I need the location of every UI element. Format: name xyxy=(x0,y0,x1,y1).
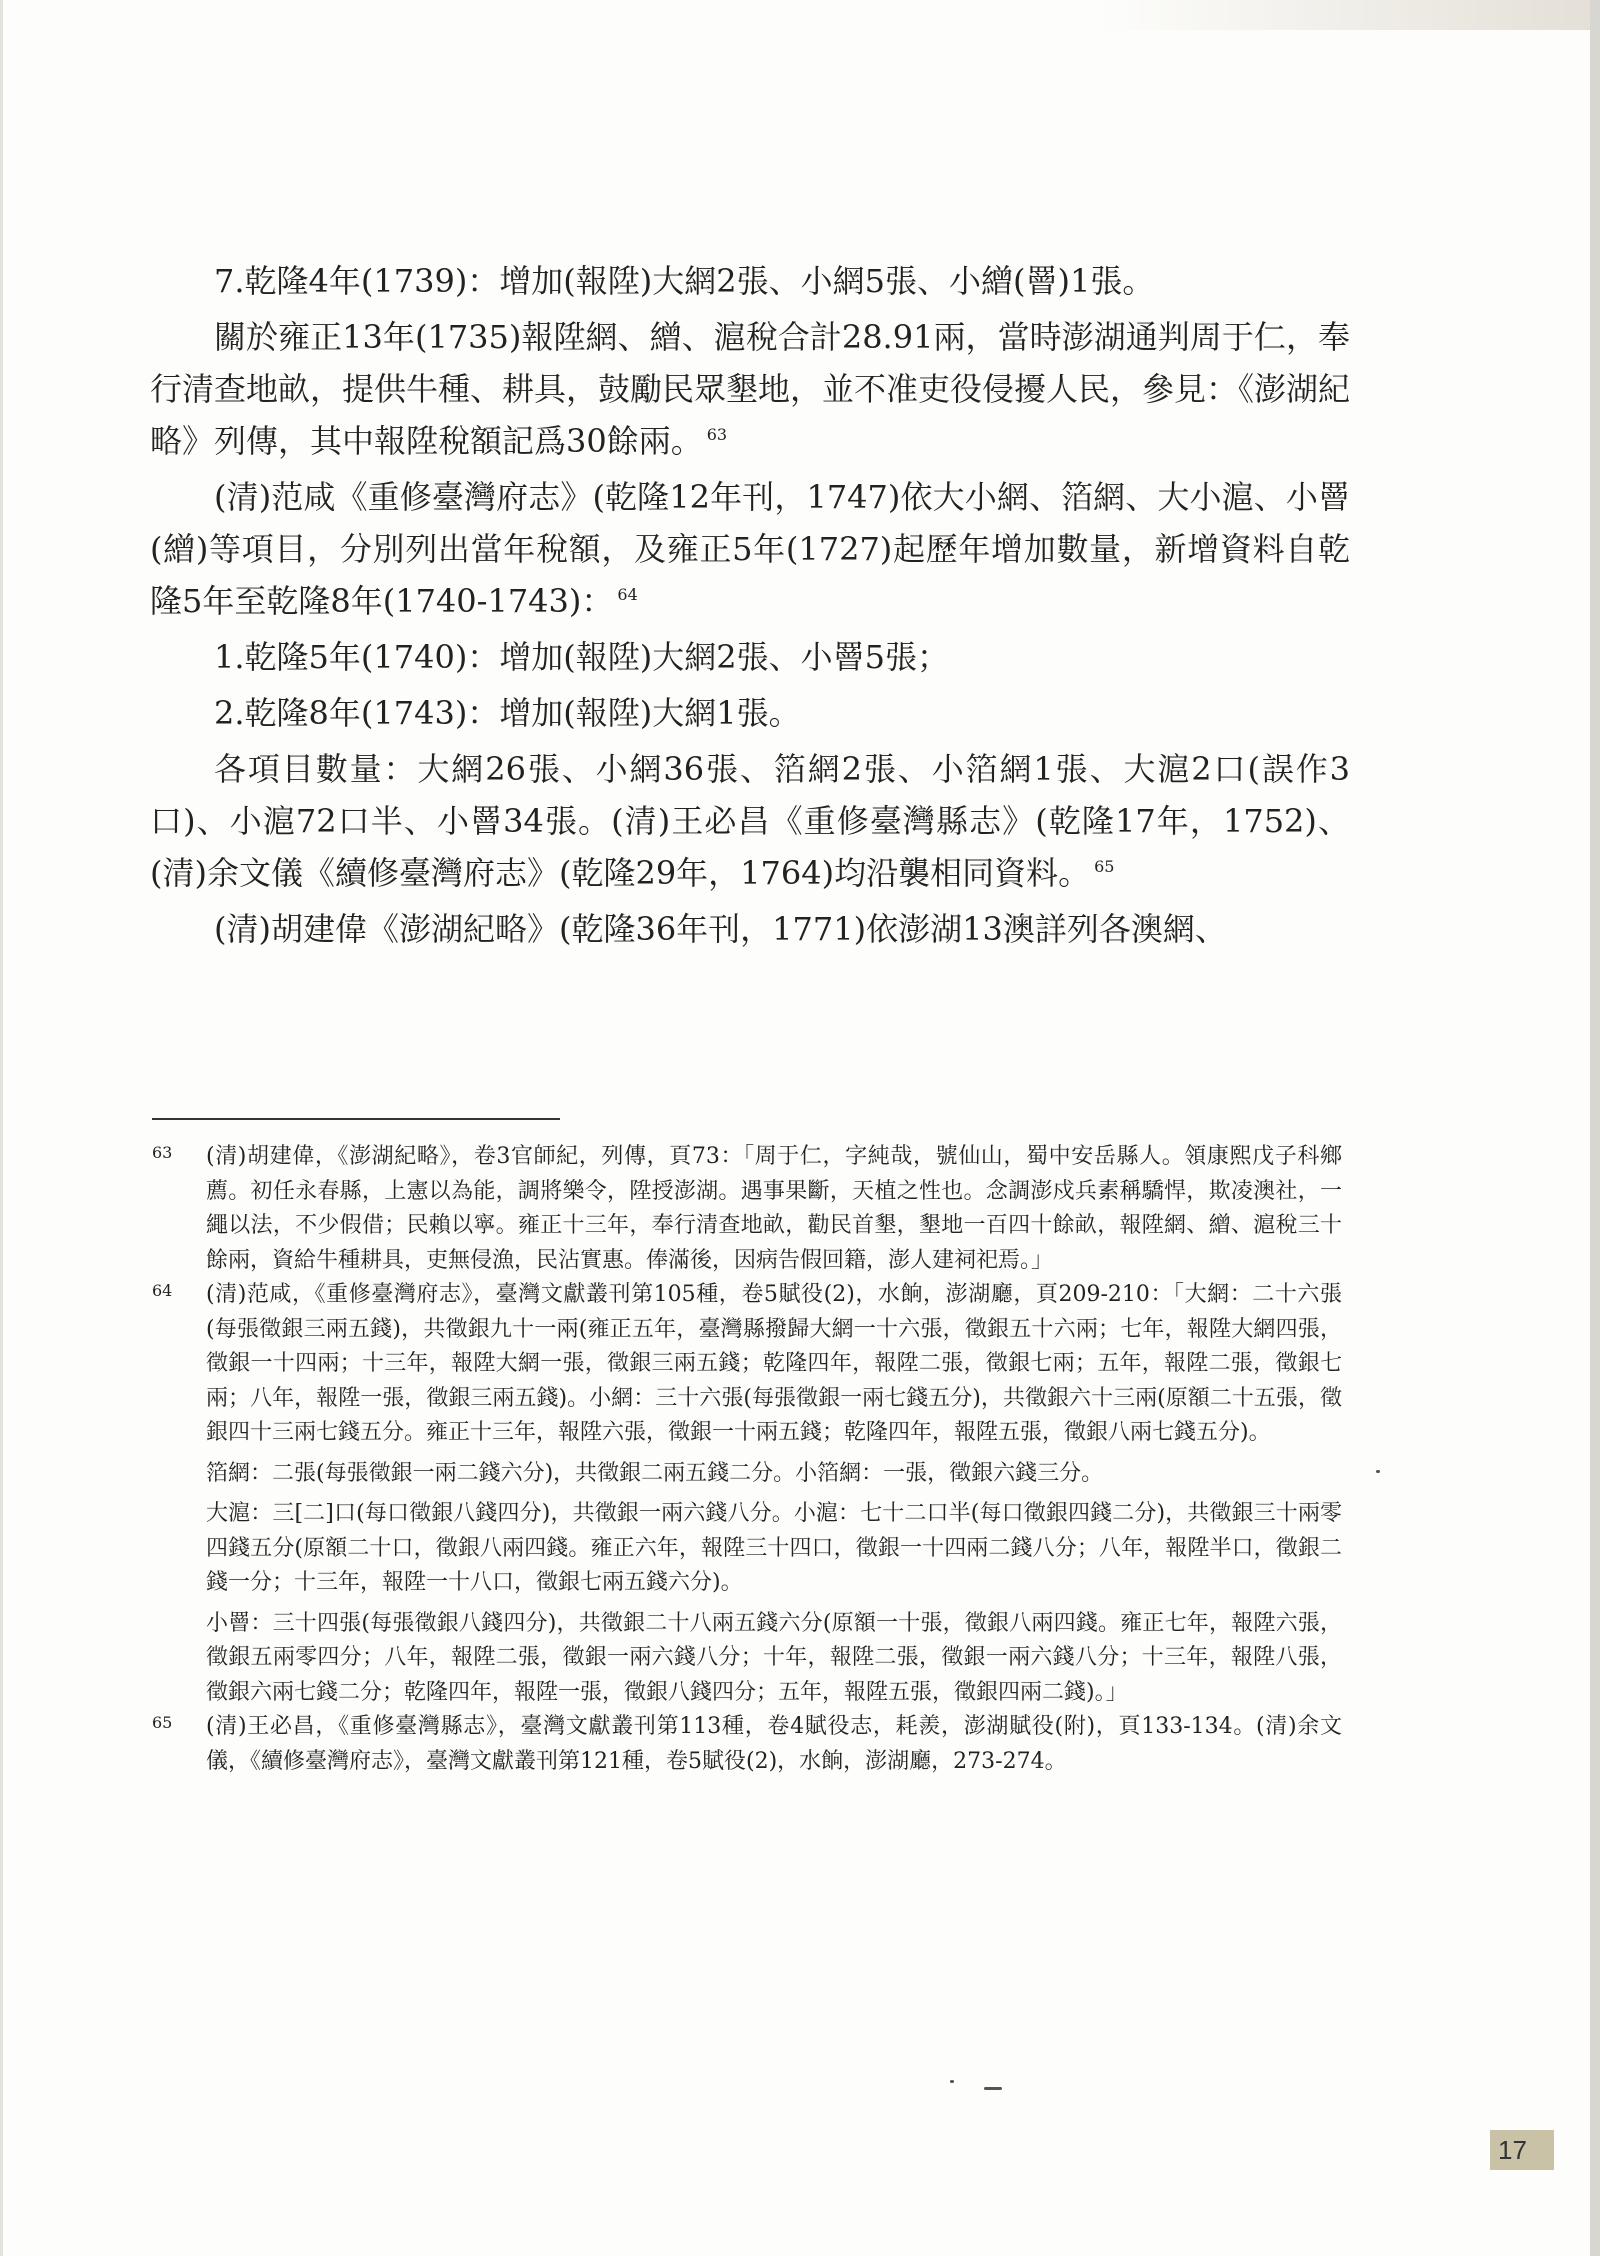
paragraph: 1.乾隆5年(1740)：增加(報陞)大網2張、小罾5張； xyxy=(214,638,949,676)
scan-speck xyxy=(1376,1470,1380,1473)
paragraph: (清)范咸《重修臺灣府志》(乾隆12年刊，1747)依大小網、箔網、大小滬、小罾(繒)等項目，分別列出當年稅額，及雍正5年(1727)起歷年增加數量，新增資料自乾隆5年至乾隆8年(1740-1743)： $^{64}$ xyxy=(150,478,1350,620)
scan-speck xyxy=(950,2080,954,2083)
paragraph: 各項目數量：大網26張、小網36張、箔網2張、小箔網1張、大滬2口(誤作3口)、小滬72口半、小罾34張。(清)王必昌《重修臺灣縣志》(乾隆17年，1752)、(清)余文儀《續修臺灣府志》(乾隆29年，1764)均沿襲相同資料。 $^{65}$ xyxy=(150,750,1350,892)
scan-shadow xyxy=(1100,0,1600,30)
scan-left-edge xyxy=(0,0,3,2256)
paragraph: 7.乾隆4年(1739)：增加(報陞)大網2張、小網5張、小繒(罾)1張。 xyxy=(214,262,1155,300)
paragraph: 2.乾隆8年(1743)：增加(報陞)大網1張。 xyxy=(214,694,801,732)
footnote-text: (清)范咸，《重修臺灣府志》，臺灣文獻叢刊第105種，卷5賦役(2)，水餉，澎湖廳，頁209-210：「大網：二十六張(每張徵銀三兩五錢)，共徵銀九十一兩(雍正五年，臺灣縣撥歸大網一十六張，徵銀五十六兩；七年，報陞大網四張，徵銀一十四兩；十三年，報陞大網一張，徵銀三兩五錢；乾隆四年，報陞二張，徵銀七兩；五年，報陞二張，徵銀七兩；八年，報陞一張，徵銀三兩五錢)。小網：三十六張(每張徵銀一兩七錢五分)，共徵銀六十三兩(原額二十五張，徵銀四十三兩七錢五分。雍正十三年，報陞六張，徵銀一十兩五錢；乾隆四年，報陞五張，徵銀八兩七錢五分)。 xyxy=(206,1282,1342,1445)
footnote-text: 大滬：三[二]口(每口徵銀八錢四分)，共徵銀一兩六錢八分。小滬：七十二口半(每口徵銀四錢二分)，共徵銀三十兩零四錢五分(原額二十口，徵銀八兩四錢。雍正六年，報陞三十四口，徵銀一十四兩二錢八分；八年，報陞半口，徵銀二錢一分；十三年，報陞一十八口，徵銀七兩五錢六分)。 xyxy=(206,1501,1342,1595)
footnote-65 xyxy=(152,1710,1342,1779)
footnote-text: 箔網：二張(每張徵銀一兩二錢六分)，共徵銀二兩五錢二分。小箔網：一張，徵銀六錢三分。 xyxy=(206,1460,1104,1486)
footnote-ref[interactable]: 65 xyxy=(1094,857,1115,877)
footnote-text: (清)王必昌，《重修臺灣縣志》，臺灣文獻叢刊第113種，卷4賦役志，耗羨，澎湖賦役(附)，頁133-134。(清)余文儀，《續修臺灣府志》，臺灣文獻叢刊第121種，卷5賦役(2)，水餉，澎湖廳，273-274。 xyxy=(206,1714,1342,1774)
footnote-number: 63 xyxy=(152,1143,173,1162)
footnotes xyxy=(152,1140,1342,1779)
scan-right-edge xyxy=(1590,0,1600,2256)
footnote-63 xyxy=(152,1140,1342,1278)
main-text xyxy=(150,255,1350,959)
footnote-text: 小罾：三十四張(每張徵銀八錢四分)，共徵銀二十八兩五錢六分(原額一十張，徵銀八兩四錢。雍正七年，報陞六張，徵銀五兩零四分；八年，報陞二張，徵銀一兩六錢八分；十年，報陞二張，徵銀一兩六錢八分；十三年，報陞八張，徵銀六兩七錢二分；乾隆四年，報陞一張，徵銀八錢四分；五年，報陞五張，徵銀四兩二錢)。」 xyxy=(206,1610,1342,1705)
footnote-ref[interactable]: 63 xyxy=(706,425,728,445)
footnote-number: 64 xyxy=(152,1281,173,1300)
scan-speck xyxy=(984,2087,1002,2090)
footnote-text: (清)胡建偉，《澎湖紀略》，卷3官師紀，列傳，頁73：「周于仁，字純哉，號仙山，蜀中安岳縣人。領康熙戊子科鄉薦。初任永春縣，上憲以為能，調將樂令，陞授澎湖。遇事果斷，天植之性也。念調澎戍兵素稱驕悍，欺凌澳社，一繩以法，不少假借；民賴以寧。雍正十三年，奉行清查地畝，勸民首墾，墾地一百四十餘畝，報陞網、繒、滬稅三十餘兩，資給牛種耕具，吏無侵漁，民沾實惠。俸滿後，因病告假回籍，澎人建祠祀焉。」 xyxy=(206,1144,1342,1273)
page-number: 17 xyxy=(1490,2130,1554,2170)
paragraph: 關於雍正13年(1735)報陞網、繒、滬稅合計28.91兩，當時澎湖通判周于仁，奉行清查地畝，提供牛種、耕具，鼓勵民眾墾地，並不准吏役侵擾人民，參見：《澎湖紀略》列傳，其中報陞稅額記爲30餘兩。 $^{63}$ xyxy=(150,318,1351,460)
footnote-divider xyxy=(152,1118,560,1120)
paragraph: (清)胡建偉《澎湖紀略》(乾隆36年刊，1771)依澎湖13澳詳列各澳網、 xyxy=(214,910,1227,948)
footnote-64 xyxy=(152,1278,1342,1710)
footnote-ref[interactable]: 64 xyxy=(617,585,638,605)
footnote-number: 65 xyxy=(152,1713,173,1732)
